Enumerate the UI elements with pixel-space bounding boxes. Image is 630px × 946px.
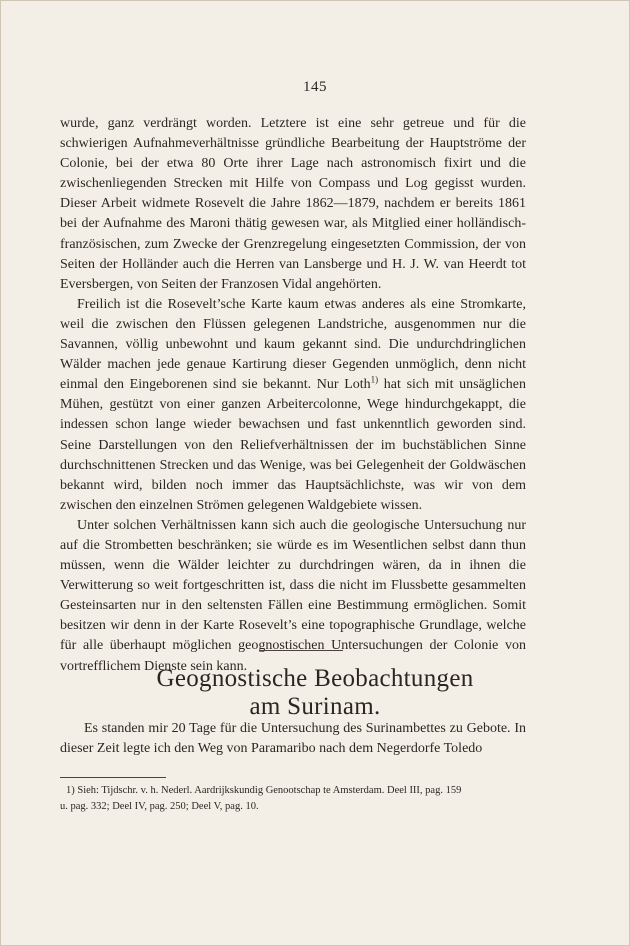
paragraph-3: Unter solchen Verhältnissen kann sich auch die geologische Untersuchung nur auf die Strombetten beschränken; sie würde es im Wesentlichen selbst dann thun müssen, wenn die Wälder leichter zu durchdringen wären, da in ihnen die Verwitterung so weit fortgeschritten ist, dass die nicht im Flussbette gesammelten Gesteinsarten nur in den seltensten Fällen eine Bestimmung ermöglichen. Somit besitzen wir denn in der Karte Rosevelt’s eine topographische Grundlage, welche für alle überhaupt möglichen geognostischen Untersuchungen der Colonie von vortrefflichem Dienste sein kann.: [60, 517, 526, 674]
page-number: 145: [303, 79, 327, 95]
section-heading-line-2: am Surinam.: [249, 693, 381, 720]
section-heading-line-1: Geognostische Beobachtungen: [156, 665, 474, 692]
footnote-line-1: 1) Sieh: Tijdschr. v. h. Nederl. Aardrijkskundig Genootschap te Amsterdam. Deel III, pag. 159: [66, 785, 462, 796]
paragraph-2-text-before: Freilich ist die Rosevelt’sche Karte kaum etwas anderes als eine Stromkarte, weil die zwischen den Flüssen gelegenen Landstriche, ausgenommen nur die Savannen, völlig unbewohnt und kaum gekannt sind. Die undurchdringlichen Wälder machen jede genaue Kartirung dieser Gegenden unmöglich, denn nicht einmal den Eingeborenen sind sie bekannt. Nur Loth: [60, 296, 526, 393]
paragraph-2: [60, 295, 526, 516]
paragraph-1: wurde, ganz verdrängt worden. Letztere ist eine sehr getreue und für die schwierigen Aufnahmeverhältnisse gründliche Bearbeitung der Hauptströme der Colonie, bei der etwa 80 Orte ihrer Lage nach astronomisch fixirt und die zwischenliegenden Strecken mit Hilfe von Compass und Log gegisst wurden. Dieser Arbeit widmete Rosevelt die Jahre 1862—1879, nachdem er bereits 1861 bei der Aufnahme des Maroni thätig gewesen war, als Mitglied einer holländisch-französischen, zum Zwecke der Grenzregelung eingesetzten Commission, der von Seiten der Holländer auch die Herren van Lansberge und H. J. W. van Heerdt tot Eversbergen, von Seiten der Franzosen Vidal angehörten.: [60, 116, 526, 292]
footnote-divider: [60, 777, 166, 778]
footnote: [60, 783, 526, 815]
section-text: [60, 719, 526, 759]
section-divider: [259, 650, 343, 651]
section-paragraph: Es standen mir 20 Tage für die Untersuchung des Surinambettes zu Gebote. In dieser Zeit legte ich den Weg von Paramaribo nach dem Negerdorfe Toledo: [60, 721, 526, 757]
section-heading: [1, 665, 629, 721]
main-text: [60, 114, 526, 677]
footnote-line-2: u. pag. 332; Deel IV, pag. 250; Deel V, pag. 10.: [60, 801, 259, 812]
footnote-marker: 1): [370, 374, 379, 385]
paragraph-2-text-after: hat sich mit unsäglichen Mühen, gestützt von einer ganzen Arbeitercolonne, Wege hindurchgekappt, die indessen schon lange wieder bewachsen und fast unkenntlich geworden sind. Seine Darstellungen von den Reliefverhältnissen der im buchstäblichen Sinne durchschnittenen Strecken und das Wenige, was bei Gelegenheit der Goldwäschen bekannt wird, bilden noch immer das Hauptsächlichste, was wir von dem zwischen den einzelnen Strömen gelegenen Waldgebiete wissen.: [60, 377, 526, 513]
